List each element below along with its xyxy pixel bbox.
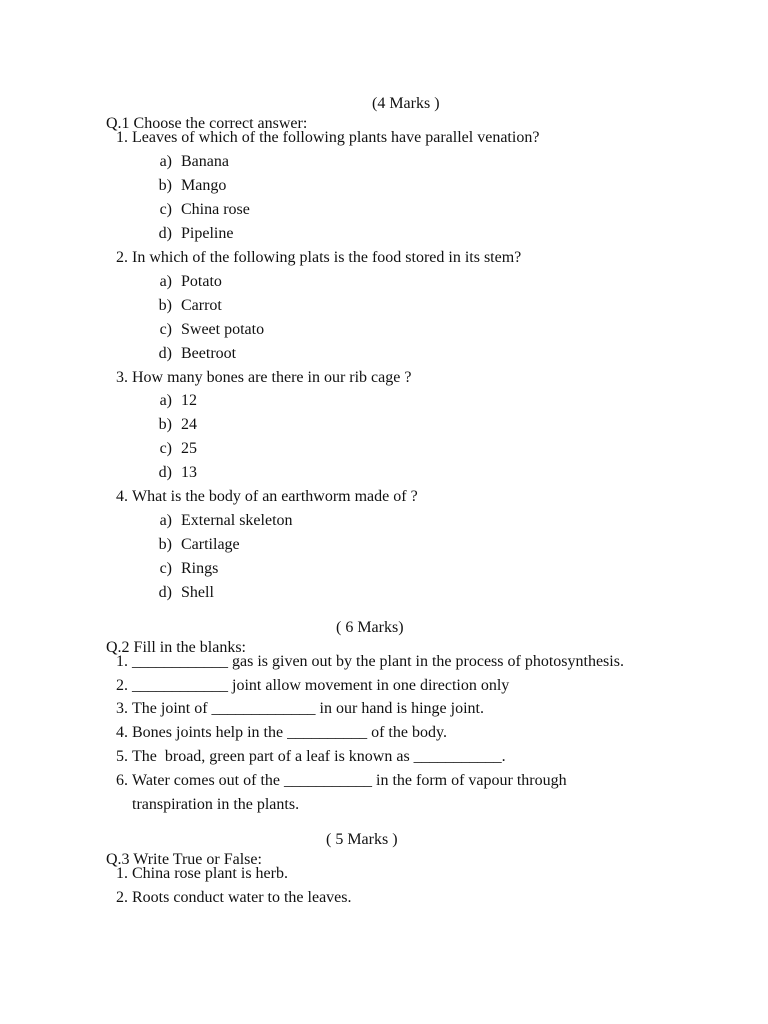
option-label: d) <box>158 584 172 601</box>
question-text: Leaves of which of the following plants have parallel venation? <box>132 129 540 146</box>
option-text: Mango <box>181 177 227 194</box>
question-text: In which of the following plats is the food stored in its stem? <box>132 249 522 266</box>
q1-marks: (4 Marks ) <box>372 95 440 112</box>
item-text: The joint of _____________ in our hand is hinge joint. <box>132 700 484 717</box>
option-label: d) <box>158 464 172 481</box>
option-text: 24 <box>181 416 197 433</box>
option-text: Pipeline <box>181 225 234 242</box>
question-text: How many bones are there in our rib cage ? <box>132 369 412 386</box>
question-number: 4. <box>116 488 128 505</box>
q1-title: Q.1 Choose the correct answer: <box>106 115 308 132</box>
option-text: Cartilage <box>181 536 240 553</box>
item-number: 2. <box>116 889 128 906</box>
item-number: 4. <box>116 724 128 741</box>
item-text: ____________ gas is given out by the plant in the process of photosynthesis. <box>132 653 624 670</box>
option-text: Potato <box>181 273 222 290</box>
option-text: External skeleton <box>181 512 293 529</box>
item-number: 2. <box>116 677 128 694</box>
option-text: Rings <box>181 560 219 577</box>
option-label: a) <box>159 512 172 529</box>
item-text: ____________ joint allow movement in one direction only <box>132 677 510 694</box>
option-label: a) <box>159 153 172 170</box>
q2-title: Q.2 Fill in the blanks: <box>106 639 246 656</box>
option-label: d) <box>158 225 172 242</box>
q3-item-2 <box>106 888 352 968</box>
item-number: 3. <box>116 700 128 717</box>
question-text: What is the body of an earthworm made of ? <box>132 488 418 505</box>
item-text: Water comes out of the ___________ in the form of vapour through <box>132 772 567 789</box>
item-text: Bones joints help in the __________ of the body. <box>132 724 447 741</box>
question-number: 3. <box>116 369 128 386</box>
question-number: 2. <box>116 249 128 266</box>
q3-marks: ( 5 Marks ) <box>326 831 398 848</box>
option-label: c) <box>159 440 172 457</box>
option-text: Carrot <box>181 297 222 314</box>
option-text: 25 <box>181 440 197 457</box>
option-label: b) <box>158 297 172 314</box>
option-text: Sweet potato <box>181 321 265 338</box>
option-label: b) <box>158 416 172 433</box>
option-label: b) <box>158 536 172 553</box>
option-label: c) <box>159 201 172 218</box>
item-text-continuation: transpiration in the plants. <box>132 796 300 813</box>
item-number: 1. <box>116 865 128 882</box>
option-label: c) <box>159 321 172 338</box>
option-text: 12 <box>181 392 197 409</box>
item-number: 5. <box>116 748 128 765</box>
option-text: China rose <box>181 201 250 218</box>
option-text: Shell <box>181 584 214 601</box>
item-number: 1. <box>116 653 128 670</box>
item-number: 6. <box>116 772 128 789</box>
option-text: Beetroot <box>181 345 237 362</box>
option-text: Banana <box>181 153 229 170</box>
option-label: d) <box>158 345 172 362</box>
option-label: a) <box>159 273 172 290</box>
q2-marks: ( 6 Marks) <box>336 619 404 636</box>
question-number: 1. <box>116 129 128 146</box>
option-label: b) <box>158 177 172 194</box>
item-text: Roots conduct water to the leaves. <box>132 889 352 906</box>
option-label: c) <box>159 560 172 577</box>
option-label: a) <box>159 392 172 409</box>
item-text: The broad, green part of a leaf is known as ___________. <box>132 748 506 765</box>
option-text: 13 <box>181 464 197 481</box>
item-text: China rose plant is herb. <box>132 865 288 882</box>
q3-title: Q.3 Write True or False: <box>106 851 262 868</box>
